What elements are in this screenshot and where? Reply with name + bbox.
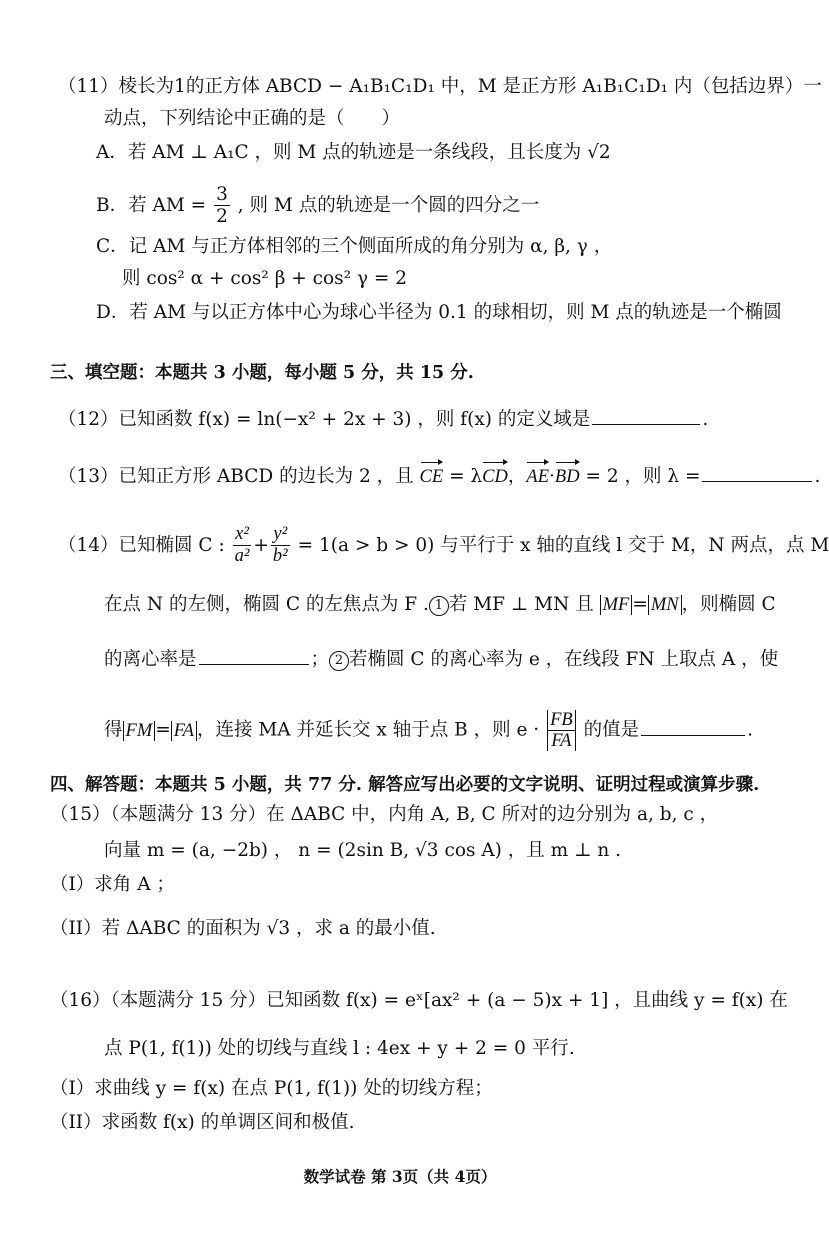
q11-option-c-2: 则 cos² α + cos² β + cos² γ = 2 bbox=[122, 268, 408, 289]
q14-eq: = bbox=[632, 594, 648, 615]
q14-l2c: ，则椭圆 C bbox=[681, 594, 776, 615]
section-4-title: 四、解答题：本题共 5 小题，共 77 分. 解答应写出必要的文字说明、证明过程或演算步骤. bbox=[50, 775, 760, 795]
q14-number: （14） bbox=[58, 534, 119, 556]
q11-option-b bbox=[96, 184, 539, 228]
q11-optb-pre: B．若 AM = bbox=[96, 194, 207, 216]
frac-num: 3 bbox=[216, 184, 228, 205]
abs-fa: FA bbox=[171, 721, 197, 741]
q11-optb-fraction bbox=[214, 184, 230, 228]
abs-mn: MN bbox=[648, 595, 682, 615]
q14-line3 bbox=[104, 646, 778, 673]
q13-sep: ， bbox=[507, 466, 527, 487]
vector-cd: CD bbox=[482, 460, 508, 490]
q13-end: . bbox=[814, 466, 821, 487]
q14-eq2: = bbox=[155, 719, 171, 741]
q11-option-d: D．若 AM 与以正方体中心为球心半径为 0.1 的球相切，则 M 点的轨迹是一个椭圆 bbox=[96, 302, 782, 323]
q14-ratio-fraction bbox=[547, 710, 576, 751]
q15-part1: （I）求角 A ； bbox=[50, 874, 175, 895]
q12-text: 已知函数 f(x) = ln(−x² + 2x + 3) ，则 f(x) 的定义域是 bbox=[118, 409, 591, 430]
q12-line bbox=[58, 406, 708, 433]
q11-line1 bbox=[58, 74, 822, 100]
q11-option-c-1: C．记 AM 与正方体相邻的三个侧面所成的角分别为 α, β, γ ， bbox=[96, 236, 613, 257]
q11-line2: 动点，下列结论中正确的是（ ） bbox=[104, 108, 401, 129]
q14-answer-blank-1[interactable] bbox=[199, 646, 309, 665]
q13-pre: 已知正方形 ABCD 的边长为 2 ，且 bbox=[118, 466, 414, 487]
q14-l4c: 的值是 bbox=[583, 719, 640, 741]
q12-number: （12） bbox=[58, 409, 119, 430]
vector-ce: CE bbox=[420, 460, 444, 490]
q14-l3b: ； bbox=[310, 649, 330, 670]
q16-part2: （II）求函数 f(x) 的单调区间和极值. bbox=[50, 1112, 355, 1133]
q13-dot: · bbox=[549, 466, 555, 487]
q14-end: . bbox=[747, 719, 753, 741]
circled-two-icon: 2 bbox=[329, 651, 349, 671]
circled-one-icon: 1 bbox=[429, 596, 449, 616]
q16-line1: （16）（本题满分 15 分）已知函数 f(x) = eˣ[ax² + (a − 5)x + 1] ，且曲线 y = f(x) 在 bbox=[50, 990, 788, 1011]
q11-number: （11） bbox=[58, 76, 119, 97]
frac-den: FA bbox=[547, 731, 576, 751]
q13-post: = 2 ，则 λ = bbox=[585, 466, 701, 487]
page-footer: 数学试卷 第 3页（共 4页） bbox=[303, 1167, 497, 1186]
q12-end: . bbox=[702, 409, 709, 430]
frac-num: FB bbox=[547, 710, 576, 731]
q11-option-a: A．若 AM ⊥ A₁C ，则 M 点的轨迹是一条线段，且长度为 √2 bbox=[96, 142, 611, 163]
q15-line1: （15）（本题满分 13 分）在 ΔABC 中，内角 A, B, C 所对的边分别为 a, b, c ， bbox=[50, 804, 719, 825]
q14-l3c: 若椭圆 C 的离心率为 e ，在线段 FN 上取点 A ，使 bbox=[349, 649, 779, 670]
q13-eq1: = λ bbox=[449, 466, 483, 487]
section-3-title: 三、填空题：本题共 3 小题，每小题 5 分，共 15 分. bbox=[50, 363, 474, 383]
q13-answer-blank[interactable] bbox=[702, 463, 812, 482]
q14-fraction-x bbox=[233, 524, 252, 568]
abs-mf: MF bbox=[600, 595, 633, 615]
frac-den: a² bbox=[234, 546, 250, 567]
q14-answer-blank-2[interactable] bbox=[641, 717, 745, 736]
frac-num: x² bbox=[233, 524, 252, 546]
q14-line4 bbox=[104, 710, 753, 751]
q11-stem-1: 棱长为1的正方体 ABCD − A₁B₁C₁D₁ 中，M 是正方形 A₁B₁C₁D₁ 内（包括边界）一 bbox=[118, 76, 822, 97]
q16-part1: （I）求曲线 y = f(x) 在点 P(1, f(1)) 处的切线方程； bbox=[50, 1078, 493, 1099]
q16-line2: 点 P(1, f(1)) 处的切线与直线 l : 4ex + y + 2 = 0 平行. bbox=[104, 1038, 575, 1059]
frac-den: b² bbox=[272, 546, 288, 567]
frac-num: y² bbox=[271, 524, 290, 546]
q13-number: （13） bbox=[58, 466, 119, 487]
q15-line2: 向量 m = (a, −2b) ， n = (2sin B, √3 cos A) ，且 m ⊥ n . bbox=[104, 840, 622, 861]
q14-fraction-y bbox=[271, 524, 290, 568]
q14-l2b: 若 MF ⊥ MN 且 bbox=[448, 594, 594, 615]
q13-line bbox=[58, 460, 820, 490]
q12-answer-blank[interactable] bbox=[592, 406, 700, 425]
vector-ae: AE bbox=[526, 460, 549, 490]
q14-line2 bbox=[104, 592, 776, 618]
q15-part2: （II）若 ΔABC 的面积为 √3 ，求 a 的最小值. bbox=[50, 918, 436, 939]
q14-pre: 已知椭圆 C : bbox=[118, 534, 225, 556]
vector-bd: BD bbox=[555, 460, 580, 490]
q14-l2a: 在点 N 的左侧，椭圆 C 的左焦点为 F . bbox=[104, 594, 429, 615]
q14-line1 bbox=[58, 524, 829, 568]
q11-optb-post: , 则 M 点的轨迹是一个圆的四分之一 bbox=[237, 194, 540, 216]
frac-den: 2 bbox=[216, 206, 228, 228]
q14-l3a: 的离心率是 bbox=[104, 649, 197, 670]
q14-l4a: 得 bbox=[104, 719, 123, 741]
q14-plus: + bbox=[253, 534, 269, 556]
abs-fm: FM bbox=[123, 721, 156, 741]
q14-l4b: ，连接 MA 并延长交 x 轴于点 B ，则 e · bbox=[196, 719, 540, 741]
q14-post: = 1(a > b > 0) 与平行于 x 轴的直线 l 交于 M，N 两点，点 M bbox=[297, 534, 829, 556]
